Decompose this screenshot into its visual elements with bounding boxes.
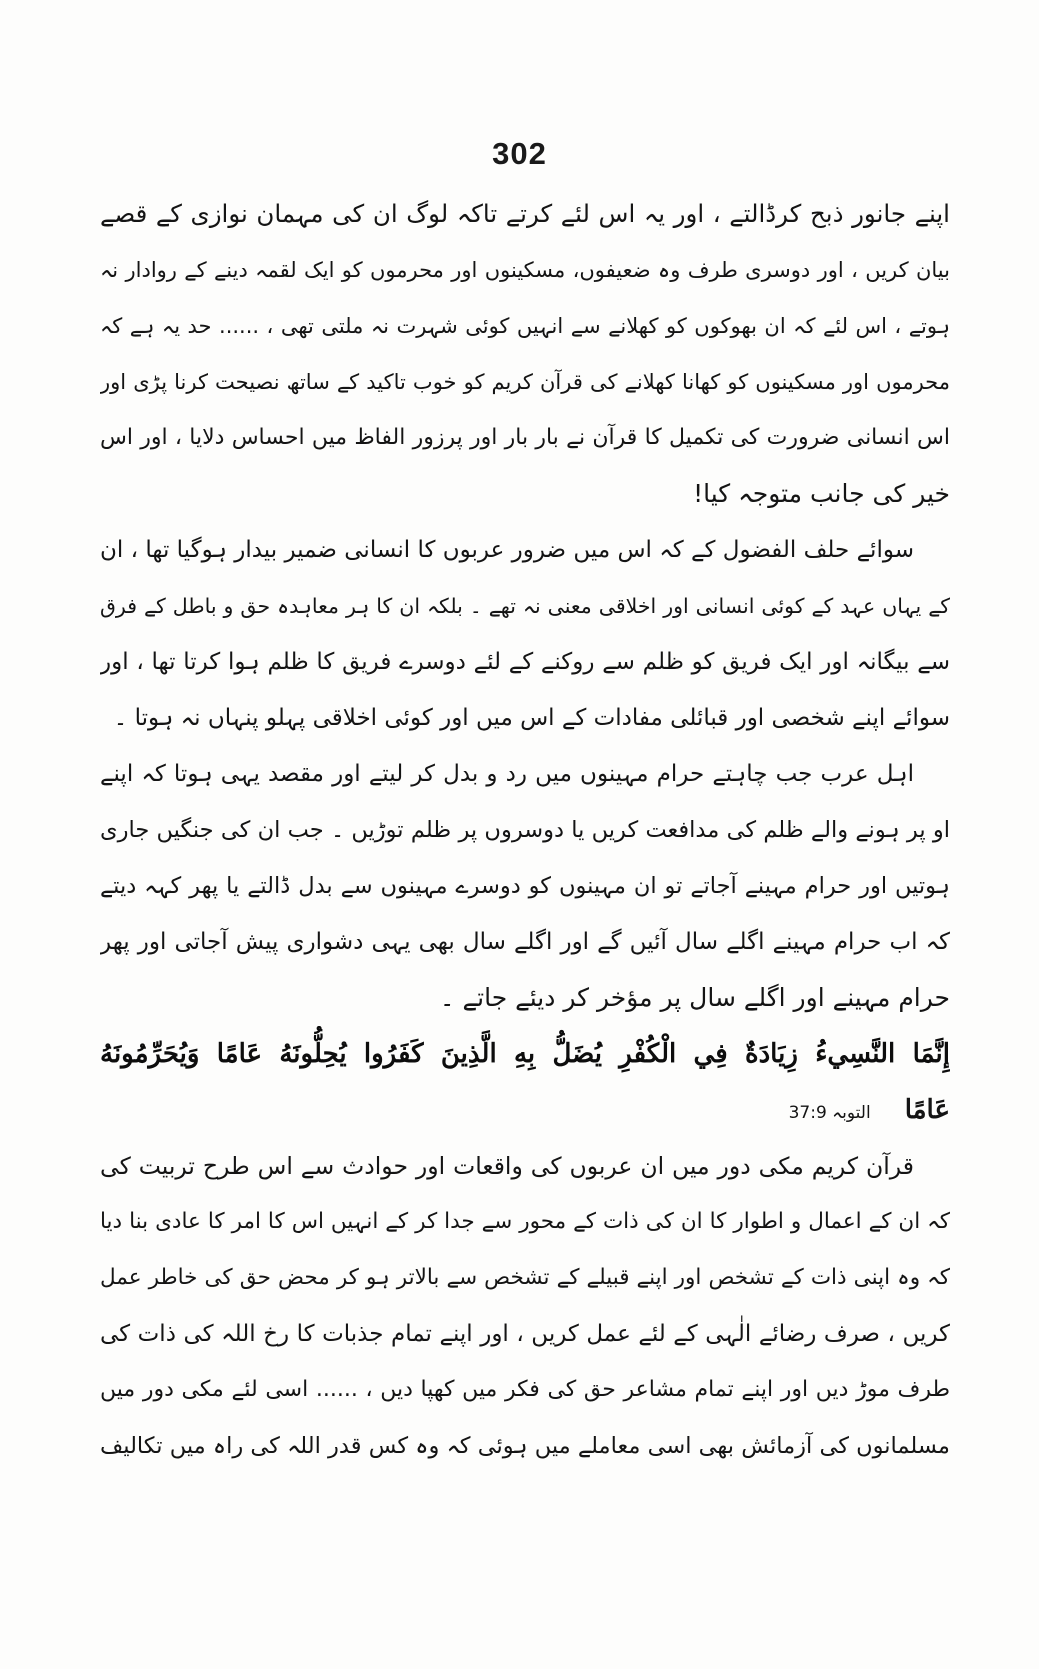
- text-line: او پر ہونے والے ظلم کی مدافعت کریں یا دوسروں پر ظلم توڑیں ۔ جب ان کی جنگیں جاری: [100, 817, 950, 843]
- page-body: [100, 186, 950, 1474]
- text-line: کہ وہ اپنی ذات کے تشخص اور اپنے قبیلے کے تشخص سے بالاتر ہو کر محض حق کی خاطر عمل: [100, 1265, 950, 1290]
- verse-end: عَامًا: [904, 1095, 950, 1125]
- verse-citation: التوبہ 37:9: [788, 1103, 871, 1123]
- text-line: ہوتیں اور حرام مہینے آجاتے تو ان مہینوں کو دوسرے مہینوں سے بدل ڈالتے یا پھر کہہ دیتے: [100, 873, 950, 899]
- text-line: کریں ، صرف رضائے الٰہی کے لئے عمل کریں ، اور اپنے تمام جذبات کا رخ اللہ کی ذات کی: [100, 1321, 950, 1347]
- text-line: ہوتے ، اس لئے کہ ان بھوکوں کو کھلانے سے انہیں کوئی شہرت نہ ملتی تھی ، ...... حد یہ ہے کہ: [100, 314, 950, 338]
- text-line: اپنے جانور ذبح کرڈالتے ، اور یہ اس لئے کرتے تاکہ لوگ ان کی مہمان نوازی کے قصے: [100, 199, 950, 228]
- text-line: اس انسانی ضرورت کی تکمیل کا قرآن نے بار بار اور پرزور الفاظ میں احساس دلایا ، اور اس: [100, 425, 950, 450]
- text-line: خیر کی جانب متوجہ کیا!: [693, 479, 950, 508]
- text-line: طرف موڑ دیں اور اپنے تمام مشاعر حق کی فکر میں کھپا دیں ، ...... اسی لئے مکی دور میں: [100, 1377, 950, 1402]
- text-line: سوائے حلف الفضول کے کہ اس میں ضرور عربوں کا انسانی ضمیر بیدار ہوگیا تھا ، ان: [100, 537, 914, 563]
- text-line: اہل عرب جب چاہتے حرام مہینوں میں رد و بدل کر لیتے اور مقصد یہی ہوتا کہ اپنے: [100, 761, 914, 787]
- text-line: قرآن کریم مکی دور میں ان عربوں کی واقعات اور حوادث سے اس طرح تربیت کی: [100, 1152, 914, 1180]
- text-line: محرموں اور مسکینوں کو کھانا کھلانے کی قرآن کریم کو خوب تاکید کے ساتھ نصیحت کرنا پڑی اور: [100, 370, 950, 394]
- text-line: سوائے اپنے شخصی اور قبائلی مفادات کے اس میں اور کوئی اخلاقی پہلو پنہاں نہ ہوتا ۔: [113, 705, 950, 731]
- quran-verse: إِنَّمَا النَّسِيءُ زِيَادَةٌ فِي الْكُفْرِ يُضَلُّ بِهِ الَّذِينَ كَفَرُوا يُحِلُّونَهُ عَامًا وَيُحَرِّمُونَهُ: [100, 1039, 950, 1069]
- page-number: 302: [492, 136, 547, 171]
- text-line: حرام مہینے اور اگلے سال پر مؤخر کر دیئے جاتے ۔: [439, 983, 950, 1012]
- text-line: کے یہاں عہد کے کوئی انسانی اور اخلاقی معنی نہ تھے ۔ بلکہ ان کا ہر معاہدہ حق و باطل کے فرق: [100, 594, 950, 618]
- verse-reference-line: [100, 1082, 950, 1138]
- text-line: مسلمانوں کی آزمائش بھی اسی معاملے میں ہوئی کہ وہ کس قدر اللہ کی راہ میں تکالیف: [100, 1433, 950, 1459]
- text-line: کہ ان کے اعمال و اطوار کا ان کی ذات کے محور سے جدا کر کے انہیں اس کا امر کا عادی بنا دیا: [100, 1209, 950, 1234]
- text-line: سے بیگانہ اور ایک فریق کو ظلم سے روکنے کے لئے دوسرے فریق کا ظلم ہوا کرتا تھا ، اور: [100, 649, 950, 675]
- text-line: بیان کریں ، اور دوسری طرف وہ ضعیفوں، مسکینوں اور محرموں کو ایک لقمہ دینے کے روادار نہ: [100, 258, 950, 282]
- text-line: کہ اب حرام مہینے اگلے سال آئیں گے اور اگلے سال بھی یہی دشواری پیش آجاتی اور پھر: [100, 929, 950, 955]
